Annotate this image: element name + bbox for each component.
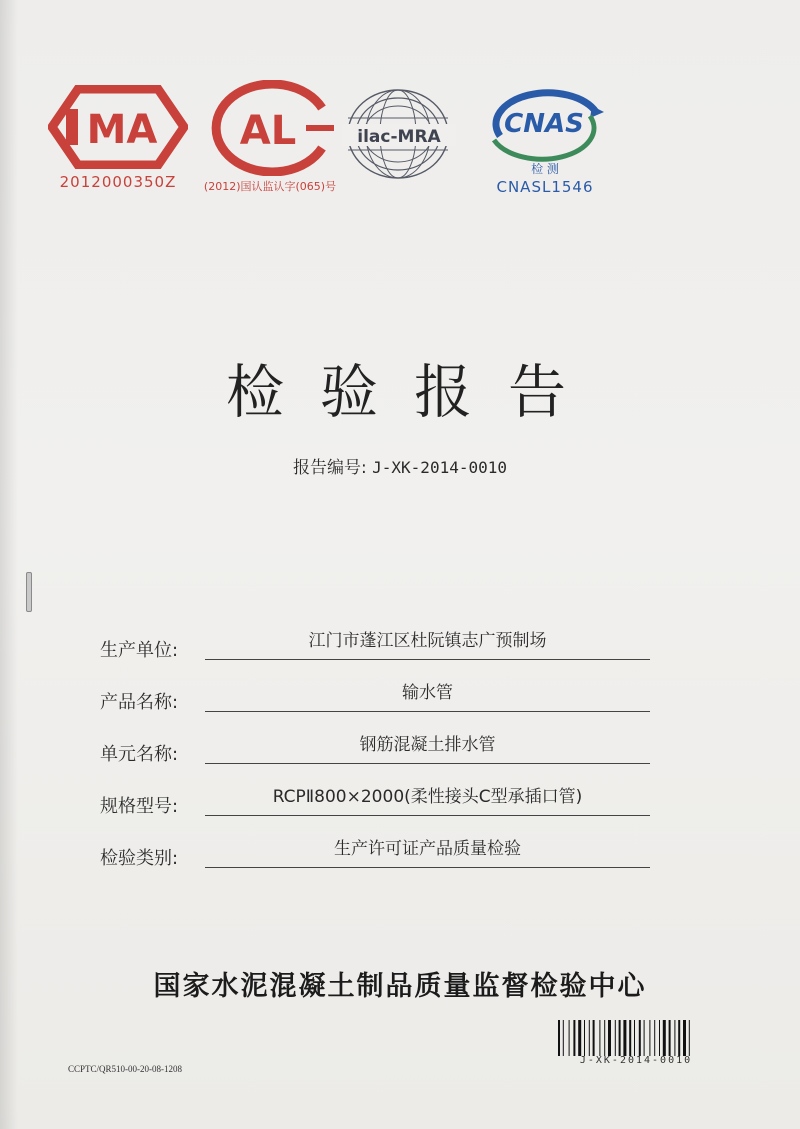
underline <box>205 711 650 712</box>
ilac-mra-logo <box>338 82 468 202</box>
field-label: 产品名称: <box>100 692 179 713</box>
cma-logo <box>48 85 188 205</box>
page-edge-shadow <box>0 0 18 1129</box>
barcode-bar <box>649 1020 650 1056</box>
barcode-bar <box>629 1020 631 1056</box>
ilac-text: ilac-MRA <box>357 127 441 147</box>
cnas-code: CNASL1546 <box>496 178 594 196</box>
underline <box>205 659 650 660</box>
barcode-text: J-XK-2014-0010 <box>579 1055 693 1066</box>
cnas-logo <box>480 82 610 202</box>
barcode-bar <box>608 1020 611 1056</box>
underline <box>205 867 650 868</box>
cnas-text: CNAS <box>504 109 584 139</box>
field-model <box>100 780 660 832</box>
barcode-bar <box>593 1020 595 1056</box>
cnas-mark-icon <box>480 82 610 162</box>
barcode-bar <box>599 1020 600 1056</box>
field-label: 规格型号: <box>100 796 179 817</box>
document-code: CCPTC/QR510-00-20-08-1208 <box>68 1064 183 1074</box>
report-number <box>0 453 800 478</box>
barcode-icon <box>556 1020 716 1056</box>
barcode-bar <box>584 1020 585 1056</box>
field-inspection-type <box>100 832 660 884</box>
cma-letters: MA <box>86 107 158 153</box>
barcode-bar <box>604 1020 605 1056</box>
issuing-center: 国家水泥混凝土制品质量监督检验中心 <box>153 971 647 1002</box>
staple <box>26 572 32 612</box>
field-value: 生产许可证产品质量检验 <box>334 839 521 859</box>
barcode-bar <box>573 1020 575 1056</box>
barcode-bar <box>683 1020 686 1056</box>
field-label: 生产单位: <box>100 640 179 661</box>
barcode-bar <box>674 1020 675 1056</box>
barcode-bar <box>669 1020 671 1056</box>
report-number-label: 报告编号: <box>293 458 367 478</box>
barcode-bar <box>619 1020 621 1056</box>
field-product-name <box>100 676 660 728</box>
barcode-bar <box>589 1020 590 1056</box>
barcode-bar <box>678 1020 680 1056</box>
cal-code: (2012)国认监认字(065)号 <box>203 180 337 193</box>
cnas-sub: 检 测 <box>531 162 559 176</box>
field-value: RCPⅡ800×2000(柔性接头C型承插口管) <box>272 787 583 807</box>
barcode-bar <box>569 1020 570 1056</box>
barcode-bar <box>663 1020 666 1056</box>
barcode-bar <box>659 1020 660 1056</box>
field-label: 单元名称: <box>100 744 179 765</box>
cma-mark-icon <box>48 85 188 169</box>
barcode-bar <box>615 1020 616 1056</box>
barcode-bar <box>563 1020 564 1056</box>
barcode-bar <box>578 1020 581 1056</box>
ilac-globe-icon <box>338 82 468 192</box>
underline <box>205 763 650 764</box>
cma-code: 2012000350Z <box>59 173 177 191</box>
field-value: 江门市蓬江区杜阮镇志广预制场 <box>308 631 547 651</box>
barcode-bar <box>634 1020 635 1056</box>
report-number-value: J-XK-2014-0010 <box>372 458 507 477</box>
cal-mark-icon <box>200 80 340 176</box>
cal-logo <box>200 80 340 200</box>
barcode-bar <box>623 1020 626 1056</box>
barcode-bar <box>558 1020 560 1056</box>
field-label: 检验类别: <box>100 848 179 869</box>
field-value: 输水管 <box>402 683 453 703</box>
barcode-bar <box>639 1020 641 1056</box>
field-producer <box>100 624 660 676</box>
barcode-bar <box>654 1020 655 1056</box>
info-fields <box>100 624 660 884</box>
field-unit-name <box>100 728 660 780</box>
barcode-bar <box>644 1020 645 1056</box>
field-value: 钢筋混凝土排水管 <box>359 735 496 755</box>
cal-letters: AL <box>239 108 297 154</box>
underline <box>205 815 650 816</box>
barcode-bar <box>689 1020 690 1056</box>
report-title: 检验报告 <box>225 358 602 426</box>
